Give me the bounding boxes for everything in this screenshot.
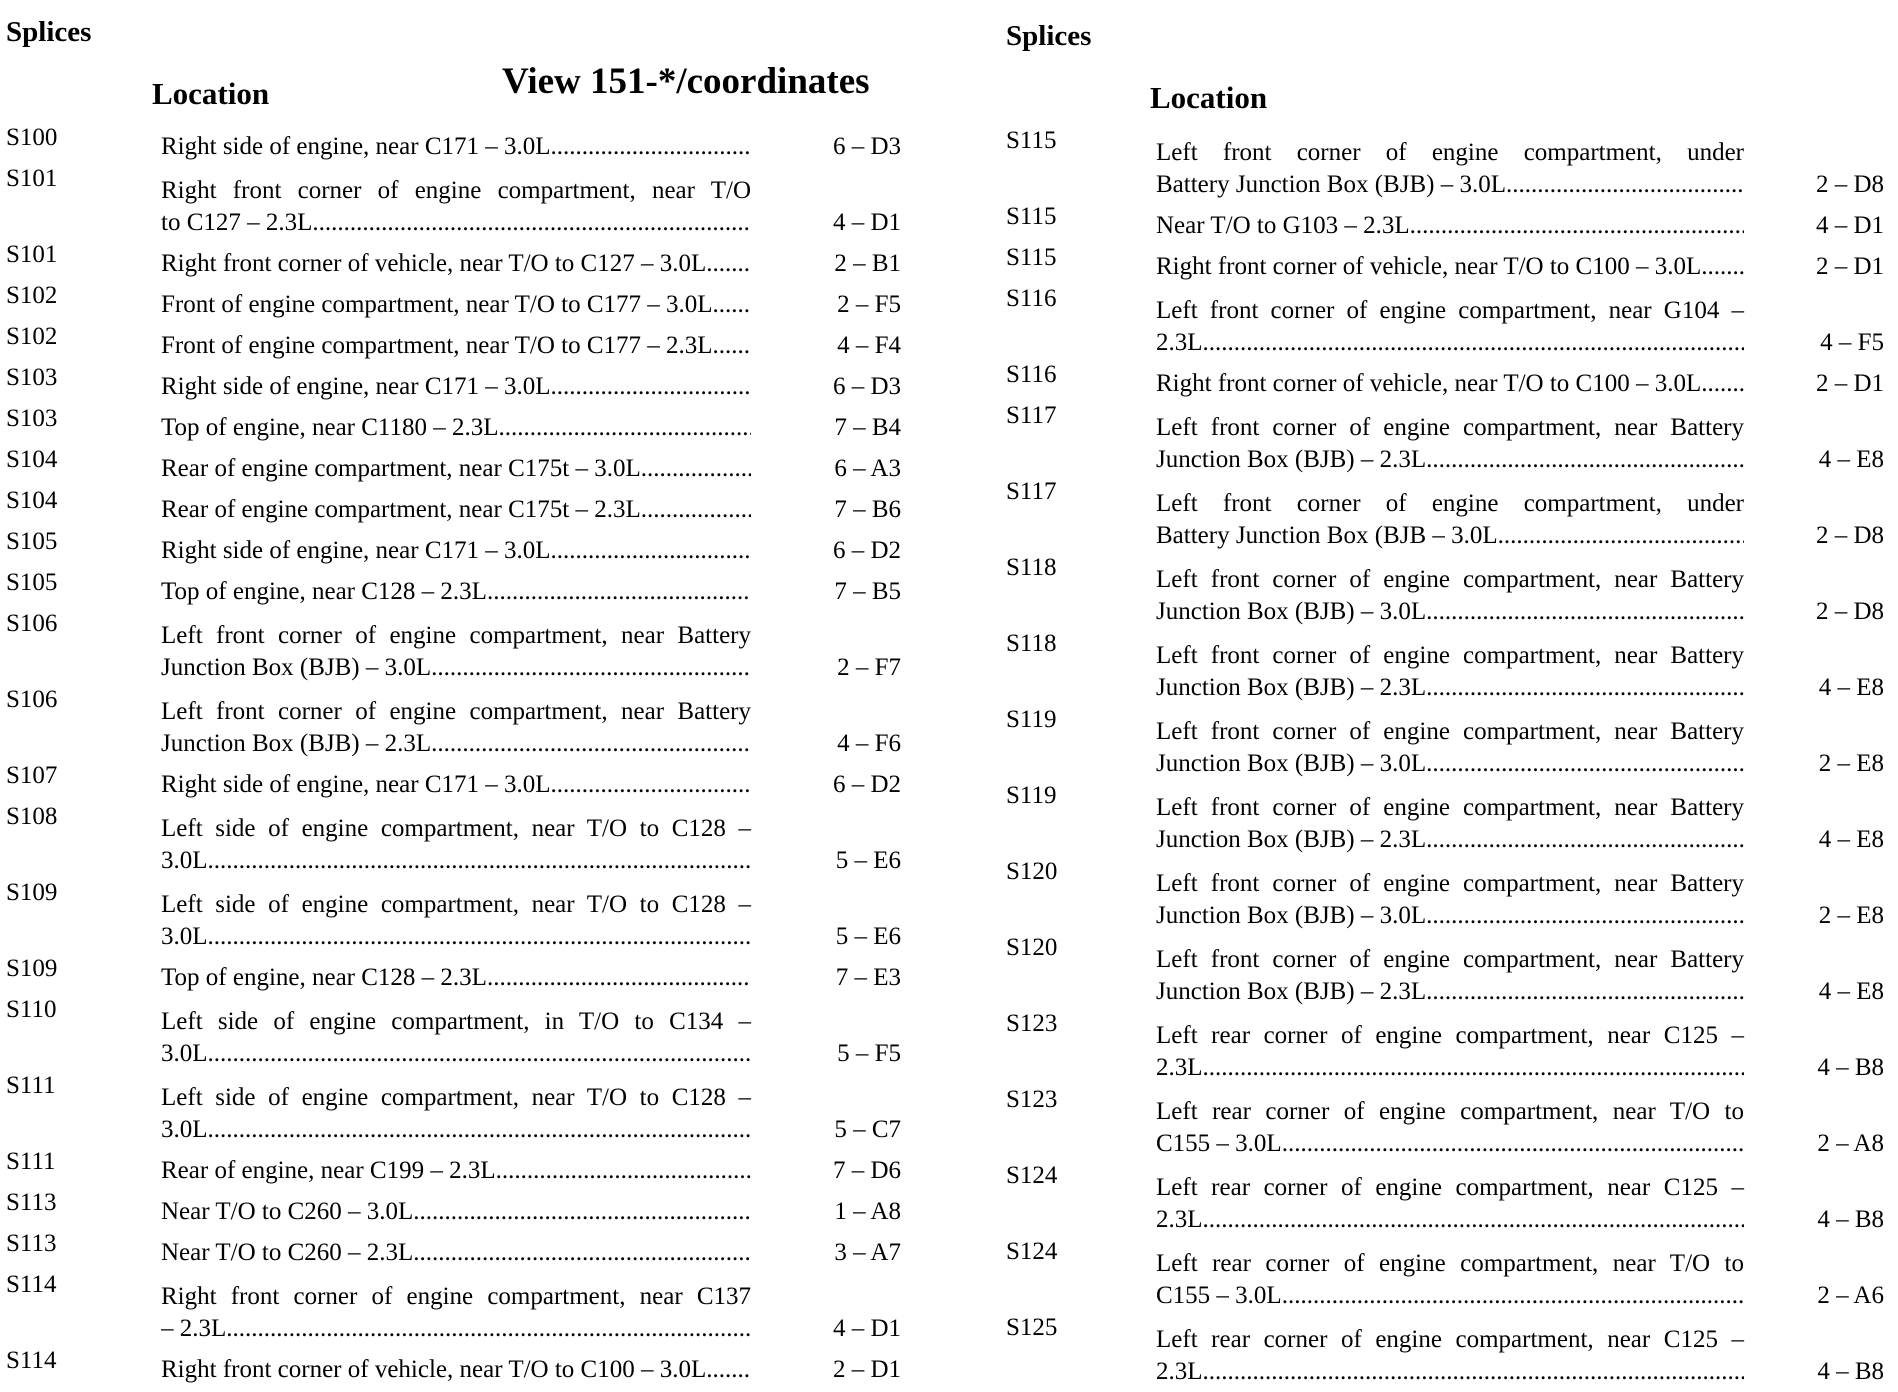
- view-coordinate: 4 – D1: [1815, 212, 1884, 239]
- location-text: Left front corner of engine compartment, near Battery: [161, 622, 751, 649]
- splice-row: [1000, 359, 1890, 400]
- location-text: Top of engine, near C1180 – 2.3L: [161, 414, 499, 441]
- dot-leader: [641, 494, 751, 526]
- dot-leader: [208, 845, 751, 877]
- splice-location: [1156, 868, 1744, 932]
- dot-leader: [413, 1237, 751, 1269]
- location-text: Left front corner of engine compartment, near Battery: [1156, 718, 1744, 745]
- splice-row: [0, 608, 960, 684]
- splice-row: [0, 1228, 960, 1269]
- location-text: Left front corner of engine compartment, under: [1156, 139, 1744, 166]
- view-coordinate: 4 – B8: [1817, 1358, 1884, 1385]
- splice-id: S102: [6, 323, 58, 350]
- view-coordinate: 2 – A6: [1817, 1282, 1884, 1309]
- splice-location: [1156, 792, 1744, 856]
- splice-location: [1156, 1248, 1744, 1312]
- splice-location: [161, 889, 751, 953]
- splice-location: [161, 576, 751, 608]
- splice-location: [1156, 640, 1744, 704]
- splice-location: [161, 289, 751, 321]
- location-text: Left front corner of engine compartment, near Battery: [1156, 870, 1744, 897]
- splice-list: [0, 122, 960, 1386]
- splice-id: S116: [1006, 285, 1057, 312]
- view-coordinates-header: View 151-*/coordinates: [502, 61, 870, 102]
- dot-leader: [706, 248, 751, 280]
- location-text: – 2.3L: [161, 1315, 227, 1342]
- dot-leader: [312, 207, 751, 239]
- splice-location: [1156, 564, 1744, 628]
- splice-location: [1156, 137, 1744, 201]
- location-text: Front of engine compartment, near T/O to C177 – 2.3L: [161, 332, 713, 359]
- location-text: 3.0L: [161, 1040, 208, 1067]
- splice-id: S119: [1006, 706, 1057, 733]
- view-coordinate: 2 – D8: [1815, 171, 1884, 198]
- dot-leader: [1701, 251, 1744, 283]
- splice-row: [1000, 1160, 1890, 1236]
- view-coordinate: 6 – D3: [832, 133, 901, 160]
- location-text: Rear of engine compartment, near C175t – 2.3L: [161, 496, 641, 523]
- location-text: to C127 – 2.3L: [161, 209, 313, 236]
- dot-leader: [208, 1114, 751, 1146]
- dot-leader: [1203, 327, 1744, 359]
- splice-row: [0, 444, 960, 485]
- location-text: Junction Box (BJB) – 2.3L: [1156, 446, 1427, 473]
- location-text: Battery Junction Box (BJB) – 3.0L: [1156, 171, 1506, 198]
- splice-id: S115: [1006, 203, 1057, 230]
- splice-location: [161, 371, 751, 403]
- splice-id: S113: [6, 1230, 57, 1257]
- splice-id: S100: [6, 124, 58, 151]
- splice-row: [0, 877, 960, 953]
- location-text: Left front corner of engine compartment, near G104 –: [1156, 297, 1744, 324]
- view-coordinate: 2 – E8: [1818, 750, 1884, 777]
- splice-row: [1000, 242, 1890, 283]
- location-text: Right side of engine, near C171 – 3.0L: [161, 133, 551, 160]
- dot-leader: [641, 453, 751, 485]
- splice-list: [1000, 125, 1890, 1388]
- splice-row: [1000, 704, 1890, 780]
- dot-leader: [1426, 900, 1744, 932]
- splice-row: [1000, 125, 1890, 201]
- splice-location: [161, 1082, 751, 1146]
- dot-leader: [1282, 1128, 1744, 1160]
- splice-location: [161, 1006, 751, 1070]
- splice-row: [0, 684, 960, 760]
- splice-id: S119: [1006, 782, 1057, 809]
- location-text: Left front corner of engine compartment, near Battery: [1156, 946, 1744, 973]
- splice-row: [0, 801, 960, 877]
- splice-location: [1156, 1172, 1744, 1236]
- splice-id: S115: [1006, 244, 1057, 271]
- location-text: Near T/O to C260 – 3.0L: [161, 1198, 414, 1225]
- splice-id: S108: [6, 803, 58, 830]
- splice-row: [0, 1187, 960, 1228]
- location-text: 2.3L: [1156, 329, 1203, 356]
- view-coordinate: 2 – E8: [1818, 902, 1884, 929]
- view-coordinate: 2 – D8: [1815, 522, 1884, 549]
- splice-id: S124: [1006, 1162, 1058, 1189]
- location-text: C155 – 3.0L: [1156, 1130, 1282, 1157]
- splice-location: [161, 248, 751, 280]
- dot-leader: [487, 576, 751, 608]
- view-coordinate: 4 – B8: [1817, 1206, 1884, 1233]
- splice-id: S106: [6, 610, 58, 637]
- location-text: Left front corner of engine compartment, near Battery: [161, 698, 751, 725]
- location-text: Rear of engine compartment, near C175t – 3.0L: [161, 455, 641, 482]
- dot-leader: [1426, 824, 1744, 856]
- splice-row: [1000, 1084, 1890, 1160]
- dot-leader: [413, 1196, 751, 1228]
- location-text: Right side of engine, near C171 – 3.0L: [161, 537, 551, 564]
- splice-row: [0, 1146, 960, 1187]
- location-text: Left front corner of engine compartment, near Battery: [1156, 414, 1744, 441]
- splice-row: [0, 122, 960, 163]
- splice-location: [161, 1155, 751, 1187]
- view-coordinate: 7 – D6: [832, 1157, 901, 1184]
- location-text: Battery Junction Box (BJB – 3.0L: [1156, 522, 1498, 549]
- dot-leader: [1282, 1280, 1744, 1312]
- splice-location: [161, 1237, 751, 1269]
- splice-id: S109: [6, 879, 58, 906]
- view-coordinate: 3 – A7: [834, 1239, 901, 1266]
- splice-id: S101: [6, 165, 58, 192]
- dot-leader: [496, 1155, 751, 1187]
- splice-id: S117: [1006, 478, 1057, 505]
- view-coordinate: 4 – E8: [1818, 674, 1884, 701]
- splice-location: [161, 962, 751, 994]
- location-text: Left rear corner of engine compartment, near C125 –: [1156, 1022, 1744, 1049]
- view-coordinate: 2 – A8: [1817, 1130, 1884, 1157]
- splice-id: S103: [6, 364, 58, 391]
- view-coordinate: 4 – F5: [1820, 329, 1884, 356]
- dot-leader: [1203, 1204, 1744, 1236]
- splice-id: S110: [6, 996, 57, 1023]
- splice-location: [161, 696, 751, 760]
- location-text: 3.0L: [161, 1116, 208, 1143]
- view-coordinate: 4 – B8: [1817, 1054, 1884, 1081]
- dot-leader: [706, 1354, 751, 1386]
- splice-row: [0, 526, 960, 567]
- dot-leader: [431, 728, 751, 760]
- view-coordinate: 2 – D8: [1815, 598, 1884, 625]
- dot-leader: [1701, 368, 1744, 400]
- dot-leader: [431, 652, 751, 684]
- dot-leader: [1203, 1052, 1744, 1084]
- splice-row: [1000, 552, 1890, 628]
- splice-row: [0, 1345, 960, 1386]
- location-text: Junction Box (BJB) – 3.0L: [1156, 598, 1427, 625]
- location-text: Left rear corner of engine compartment, near C125 –: [1156, 1326, 1744, 1353]
- dot-leader: [1426, 444, 1744, 476]
- dot-leader: [499, 412, 751, 444]
- location-text: Front of engine compartment, near T/O to C177 – 3.0L: [161, 291, 713, 318]
- splice-id: S124: [1006, 1238, 1058, 1265]
- splice-location: [161, 1281, 751, 1345]
- splice-id: S105: [6, 569, 58, 596]
- splice-id: S109: [6, 955, 58, 982]
- view-coordinate: 7 – B6: [834, 496, 901, 523]
- location-text: 2.3L: [1156, 1358, 1203, 1385]
- location-text: Top of engine, near C128 – 2.3L: [161, 964, 487, 991]
- splice-id: S125: [1006, 1314, 1058, 1341]
- location-text: Right front corner of engine compartment, near C137: [161, 1283, 751, 1310]
- splice-location: [161, 131, 751, 163]
- location-text: C155 – 3.0L: [1156, 1282, 1282, 1309]
- view-coordinate: 4 – F4: [837, 332, 901, 359]
- view-coordinate: 2 – D1: [832, 1356, 901, 1383]
- view-coordinate: 4 – D1: [832, 1315, 901, 1342]
- splice-location: [1156, 251, 1744, 283]
- location-text: Right side of engine, near C171 – 3.0L: [161, 373, 551, 400]
- splice-id: S118: [1006, 630, 1057, 657]
- view-coordinate: 4 – E8: [1818, 978, 1884, 1005]
- splice-row: [0, 239, 960, 280]
- splice-location: [161, 175, 751, 239]
- splice-id: S105: [6, 528, 58, 555]
- location-text: Junction Box (BJB) – 2.3L: [161, 730, 432, 757]
- splice-location: [161, 453, 751, 485]
- view-coordinate: 2 – F5: [837, 291, 901, 318]
- splice-row: [0, 567, 960, 608]
- view-coordinate: 4 – E8: [1818, 446, 1884, 473]
- location-text: Left side of engine compartment, in T/O to C134 –: [161, 1008, 751, 1035]
- splice-location: [1156, 210, 1744, 242]
- location-text: Junction Box (BJB) – 2.3L: [1156, 826, 1427, 853]
- splice-row: [0, 163, 960, 239]
- location-text: Right front corner of vehicle, near T/O to C100 – 3.0L: [161, 1356, 707, 1383]
- section-title: Splices: [6, 16, 92, 48]
- splice-location: [1156, 488, 1744, 552]
- location-text: Junction Box (BJB) – 3.0L: [161, 654, 432, 681]
- location-text: Rear of engine, near C199 – 2.3L: [161, 1157, 496, 1184]
- location-text: Right front corner of vehicle, near T/O to C100 – 3.0L: [1156, 370, 1702, 397]
- location-text: Right side of engine, near C171 – 3.0L: [161, 771, 551, 798]
- splice-location: [161, 412, 751, 444]
- location-text: Right front corner of vehicle, near T/O to C100 – 3.0L: [1156, 253, 1702, 280]
- splice-id: S120: [1006, 858, 1058, 885]
- splice-location: [161, 1354, 751, 1386]
- view-coordinate: 5 – E6: [835, 847, 901, 874]
- splice-id: S101: [6, 241, 58, 268]
- dot-leader: [226, 1313, 751, 1345]
- dot-leader: [713, 289, 751, 321]
- dot-leader: [208, 921, 751, 953]
- splice-location: [161, 620, 751, 684]
- splice-row: [0, 485, 960, 526]
- splice-id: S115: [1006, 127, 1057, 154]
- dot-leader: [487, 962, 751, 994]
- view-coordinate: 7 – B4: [834, 414, 901, 441]
- dot-leader: [551, 131, 751, 163]
- splice-location: [1156, 295, 1744, 359]
- splice-row: [1000, 201, 1890, 242]
- splice-id: S106: [6, 686, 58, 713]
- splice-location: [161, 769, 751, 801]
- location-text: Left rear corner of engine compartment, near C125 –: [1156, 1174, 1744, 1201]
- location-text: Left side of engine compartment, near T/O to C128 –: [161, 815, 751, 842]
- splice-id: S103: [6, 405, 58, 432]
- splice-row: [1000, 283, 1890, 359]
- dot-leader: [1203, 1356, 1744, 1388]
- view-coordinate: 4 – D1: [832, 209, 901, 236]
- splice-row: [1000, 1312, 1890, 1388]
- section-title: Splices: [1006, 20, 1092, 52]
- splice-id: S118: [1006, 554, 1057, 581]
- location-text: Right front corner of engine compartment, near T/O: [161, 177, 751, 204]
- location-text: Top of engine, near C128 – 2.3L: [161, 578, 487, 605]
- location-text: Junction Box (BJB) – 3.0L: [1156, 902, 1427, 929]
- splice-id: S104: [6, 446, 58, 473]
- view-coordinate: 6 – A3: [834, 455, 901, 482]
- splice-location: [161, 813, 751, 877]
- splice-location: [1156, 368, 1744, 400]
- splice-row: [1000, 400, 1890, 476]
- splice-location: [161, 1196, 751, 1228]
- dot-leader: [1498, 520, 1744, 552]
- splice-id: S111: [6, 1072, 56, 1099]
- location-text: Left front corner of engine compartment, under: [1156, 490, 1744, 517]
- splice-row: [0, 321, 960, 362]
- splice-row: [1000, 780, 1890, 856]
- view-coordinate: 5 – C7: [834, 1116, 901, 1143]
- splice-row: [0, 362, 960, 403]
- splice-row: [0, 953, 960, 994]
- dot-leader: [1426, 748, 1744, 780]
- location-text: Left rear corner of engine compartment, near T/O to: [1156, 1098, 1744, 1125]
- splice-id: S114: [6, 1271, 57, 1298]
- view-coordinate: 6 – D3: [832, 373, 901, 400]
- location-text: 2.3L: [1156, 1206, 1203, 1233]
- splice-location: [161, 535, 751, 567]
- location-text: Left front corner of engine compartment, near Battery: [1156, 794, 1744, 821]
- splice-location: [1156, 1020, 1744, 1084]
- dot-leader: [1410, 210, 1744, 242]
- dot-leader: [1426, 976, 1744, 1008]
- splice-location: [161, 330, 751, 362]
- splice-row: [1000, 856, 1890, 932]
- splice-location: [161, 494, 751, 526]
- dot-leader: [208, 1038, 751, 1070]
- location-text: 2.3L: [1156, 1054, 1203, 1081]
- splice-row: [1000, 1236, 1890, 1312]
- splice-row: [1000, 932, 1890, 1008]
- splice-row: [0, 403, 960, 444]
- location-text: Near T/O to G103 – 2.3L: [1156, 212, 1410, 239]
- splice-id: S113: [6, 1189, 57, 1216]
- view-coordinate: 7 – B5: [834, 578, 901, 605]
- splice-id: S123: [1006, 1010, 1058, 1037]
- view-coordinate: 5 – F5: [837, 1040, 901, 1067]
- splice-id: S120: [1006, 934, 1058, 961]
- view-coordinate: 2 – D1: [1815, 253, 1884, 280]
- splice-id: S123: [1006, 1086, 1058, 1113]
- view-coordinate: 4 – E8: [1818, 826, 1884, 853]
- splice-id: S111: [6, 1148, 56, 1175]
- splice-row: [0, 1070, 960, 1146]
- location-text: 3.0L: [161, 847, 208, 874]
- splice-row: [0, 280, 960, 321]
- dot-leader: [1426, 672, 1744, 704]
- location-header: Location: [1150, 80, 1268, 115]
- view-coordinate: 2 – B1: [834, 250, 901, 277]
- view-coordinate: 6 – D2: [832, 537, 901, 564]
- splice-id: S107: [6, 762, 58, 789]
- splice-id: S104: [6, 487, 58, 514]
- splice-row: [0, 1269, 960, 1345]
- view-coordinate: 1 – A8: [834, 1198, 901, 1225]
- splice-location: [1156, 1096, 1744, 1160]
- dot-leader: [1506, 169, 1744, 201]
- splice-row: [0, 994, 960, 1070]
- location-text: Near T/O to C260 – 2.3L: [161, 1239, 414, 1266]
- splice-id: S102: [6, 282, 58, 309]
- location-header: Location: [152, 76, 270, 111]
- splice-row: [1000, 476, 1890, 552]
- splice-id: S116: [1006, 361, 1057, 388]
- splice-id: S117: [1006, 402, 1057, 429]
- location-text: Junction Box (BJB) – 3.0L: [1156, 750, 1427, 777]
- splice-row: [0, 760, 960, 801]
- location-text: Left side of engine compartment, near T/O to C128 –: [161, 891, 751, 918]
- location-text: Right front corner of vehicle, near T/O to C127 – 3.0L: [161, 250, 707, 277]
- splice-row: [1000, 628, 1890, 704]
- dot-leader: [551, 371, 751, 403]
- splice-location: [1156, 1324, 1744, 1388]
- dot-leader: [551, 535, 751, 567]
- location-text: Junction Box (BJB) – 2.3L: [1156, 674, 1427, 701]
- splice-location: [1156, 716, 1744, 780]
- location-text: Left front corner of engine compartment, near Battery: [1156, 566, 1744, 593]
- location-text: 3.0L: [161, 923, 208, 950]
- location-text: Left rear corner of engine compartment, near T/O to: [1156, 1250, 1744, 1277]
- splice-id: S114: [6, 1347, 57, 1374]
- view-coordinate: 4 – F6: [837, 730, 901, 757]
- splice-location: [1156, 412, 1744, 476]
- view-coordinate: 7 – E3: [835, 964, 901, 991]
- dot-leader: [1426, 596, 1744, 628]
- location-text: Junction Box (BJB) – 2.3L: [1156, 978, 1427, 1005]
- location-text: Left side of engine compartment, near T/O to C128 –: [161, 1084, 751, 1111]
- splice-location: [1156, 944, 1744, 1008]
- view-coordinate: 2 – F7: [837, 654, 901, 681]
- view-coordinate: 6 – D2: [832, 771, 901, 798]
- view-coordinate: 5 – E6: [835, 923, 901, 950]
- location-text: Left front corner of engine compartment, near Battery: [1156, 642, 1744, 669]
- dot-leader: [713, 330, 751, 362]
- splice-row: [1000, 1008, 1890, 1084]
- view-coordinate: 2 – D1: [1815, 370, 1884, 397]
- dot-leader: [551, 769, 751, 801]
